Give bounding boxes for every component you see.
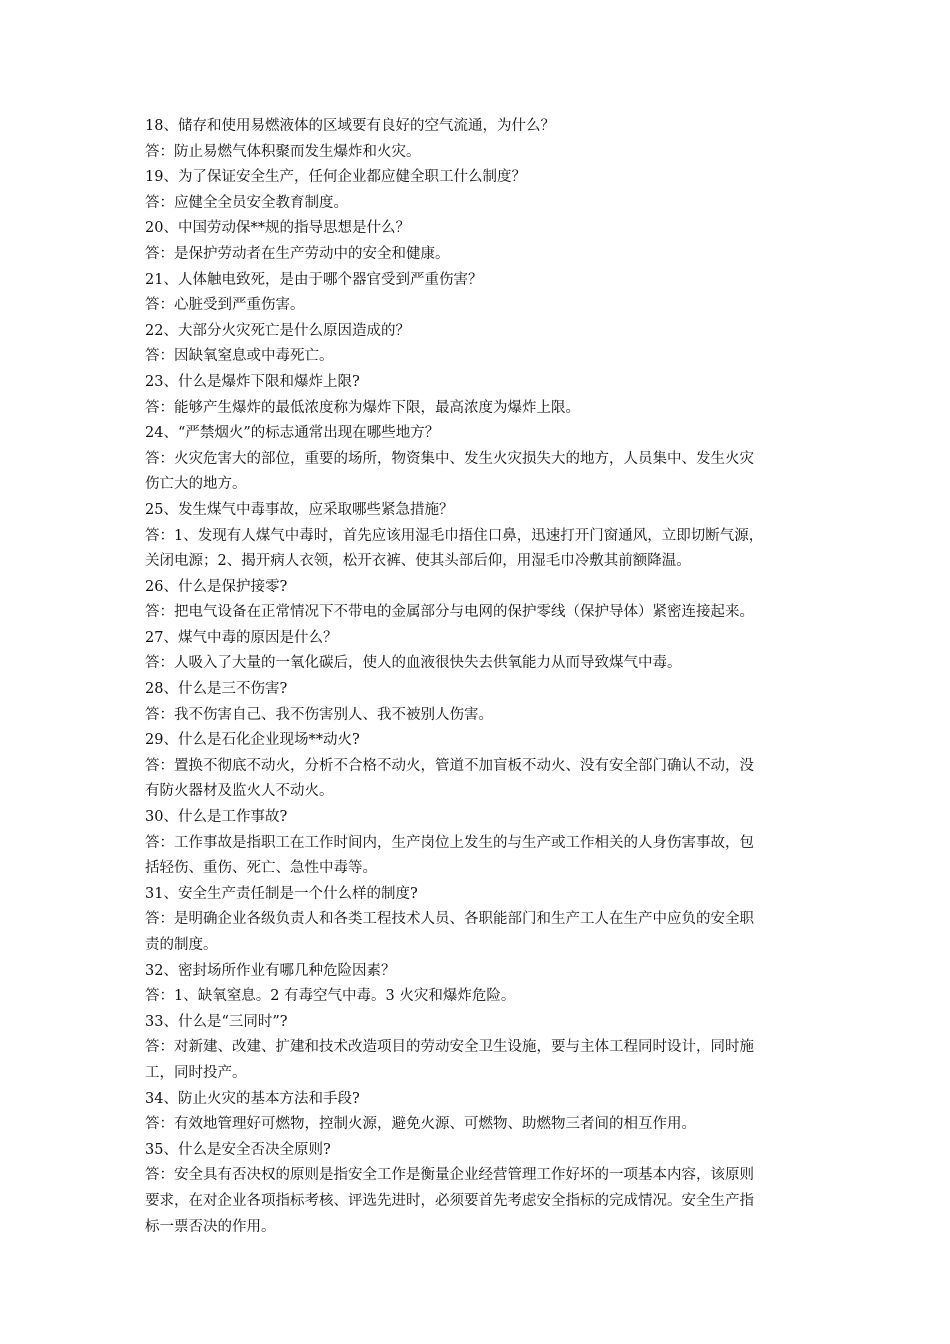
text-line: 25、发生煤气中毒事故，应采取哪些紧急措施？ [145, 501, 454, 518]
text-line: 责的制度。 [145, 937, 218, 953]
text-line: 22、大部分火灾死亡是什么原因造成的？ [145, 322, 410, 339]
text-line: 33、什么是“三同时”? [145, 1013, 288, 1030]
text-line: 答：有效地管理好可燃物，控制火源，避免火源、可燃物、助燃物三者间的相互作用。 [145, 1116, 696, 1133]
text-line: 答：是保护劳动者在生产劳动中的安全和健康。 [145, 245, 450, 262]
text-line: 要求，在对企业各项指标考核、评选先进时，必须要首先考虑安全指标的完成情况。安全生产指 [145, 1192, 754, 1209]
text-line: 工，同时投产。 [145, 1064, 247, 1081]
text-line: 答：把电气设备在正常情况下不带电的金属部分与电网的保护零线（保护导体）紧密连接起来。 [145, 604, 754, 621]
text-line: 30、什么是工作事故? [145, 809, 288, 826]
text-line: 答：是明确企业各级负责人和各类工程技术人员、各职能部门和生产工人在生产中应负的安全职 [145, 911, 754, 928]
text-line: 23、什么是爆炸下限和爆炸上限? [145, 373, 360, 390]
text-line: 29、什么是石化企业现场**动火? [145, 732, 360, 749]
text-line: 35、什么是安全否决全原则? [145, 1141, 331, 1158]
text-line: 20、中国劳动保**规的指导思想是什么？ [145, 220, 410, 237]
text-line: 21、人体触电致死，是由于哪个器官受到严重伤害？ [145, 271, 483, 288]
text-line: 34、防止火灾的基本方法和手段? [145, 1090, 360, 1107]
text-line: 答：能够产生爆炸的最低浓度称为爆炸下限，最高浓度为爆炸上限。 [145, 399, 580, 416]
text-line: 19、为了保证安全生产，任何企业都应健全职工什么制度？ [145, 169, 526, 186]
text-line: 答：置换不彻底不动火，分析不合格不动火，管道不加盲板不动火、没有安全部门确认不动，没 [145, 757, 754, 774]
text-line: 括轻伤、重伤、死亡、急性中毒等。 [145, 860, 377, 877]
text-line: 28、什么是三不伤害? [145, 681, 288, 698]
text-line: 32、密封场所作业有哪几种危险因素？ [145, 962, 396, 979]
text-line: 有防火器材及监火人不动火。 [145, 783, 334, 800]
text-line: 伤亡大的地方。 [145, 476, 247, 493]
text-line: 答：对新建、改建、扩建和技术改造项目的劳动安全卫生设施，要与主体工程同时设计，同时施 [145, 1039, 754, 1056]
text-line: 答：安全具有否决权的原则是指安全工作是衡量企业经营管理工作好坏的一项基本内容，该原则 [145, 1167, 754, 1184]
text-line: 答：心脏受到严重伤害。 [145, 297, 305, 314]
text-line: 18、储存和使用易燃液体的区域要有良好的空气流通，为什么？ [145, 118, 555, 134]
text-line: 答：火灾危害大的部位，重要的场所，物资集中、发生火灾损失大的地方，人员集中、发生火灾 [145, 450, 754, 467]
text-line: 答：防止易燃气体积聚而发生爆炸和火灾。 [145, 143, 421, 160]
text-line: 答：人吸入了大量的一氧化碳后，使人的血液很快失去供氧能力从而导致煤气中毒。 [145, 655, 682, 672]
text-line: 答：工作事故是指职工在工作时间内，生产岗位上发生的与生产或工作相关的人身伤害事故，包 [145, 834, 754, 851]
text-line: 答：应健全全员安全教育制度。 [145, 194, 348, 211]
document-body [145, 114, 810, 1240]
text-line: 答：我不伤害自己、我不伤害别人、我不被别人伤害。 [145, 706, 493, 723]
text-line: 标一票否决的作用。 [145, 1218, 276, 1235]
text-line: 答：1、发现有人煤气中毒时，首先应该用湿毛巾捂住口鼻，迅速打开门窗通风，立即切断气源， [145, 527, 764, 544]
text-line: 关闭电源；2、揭开病人衣领，松开衣裤、使其头部后仰，用湿毛巾冷敷其前额降温。 [145, 553, 691, 570]
text-line: 答：因缺氧窒息或中毒死亡。 [145, 348, 334, 365]
text-line: 31、安全生产责任制是一个什么样的制度? [145, 885, 418, 902]
text-line: 24、“严禁烟火”的标志通常出现在哪些地方？ [145, 425, 440, 442]
text-line: 26、什么是保护接零? [145, 578, 288, 595]
text-line: 答：1、缺氧窒息。2 有毒空气中毒。3 火灾和爆炸危险。 [145, 988, 516, 1005]
text-line: 27、煤气中毒的原因是什么？ [145, 629, 338, 646]
